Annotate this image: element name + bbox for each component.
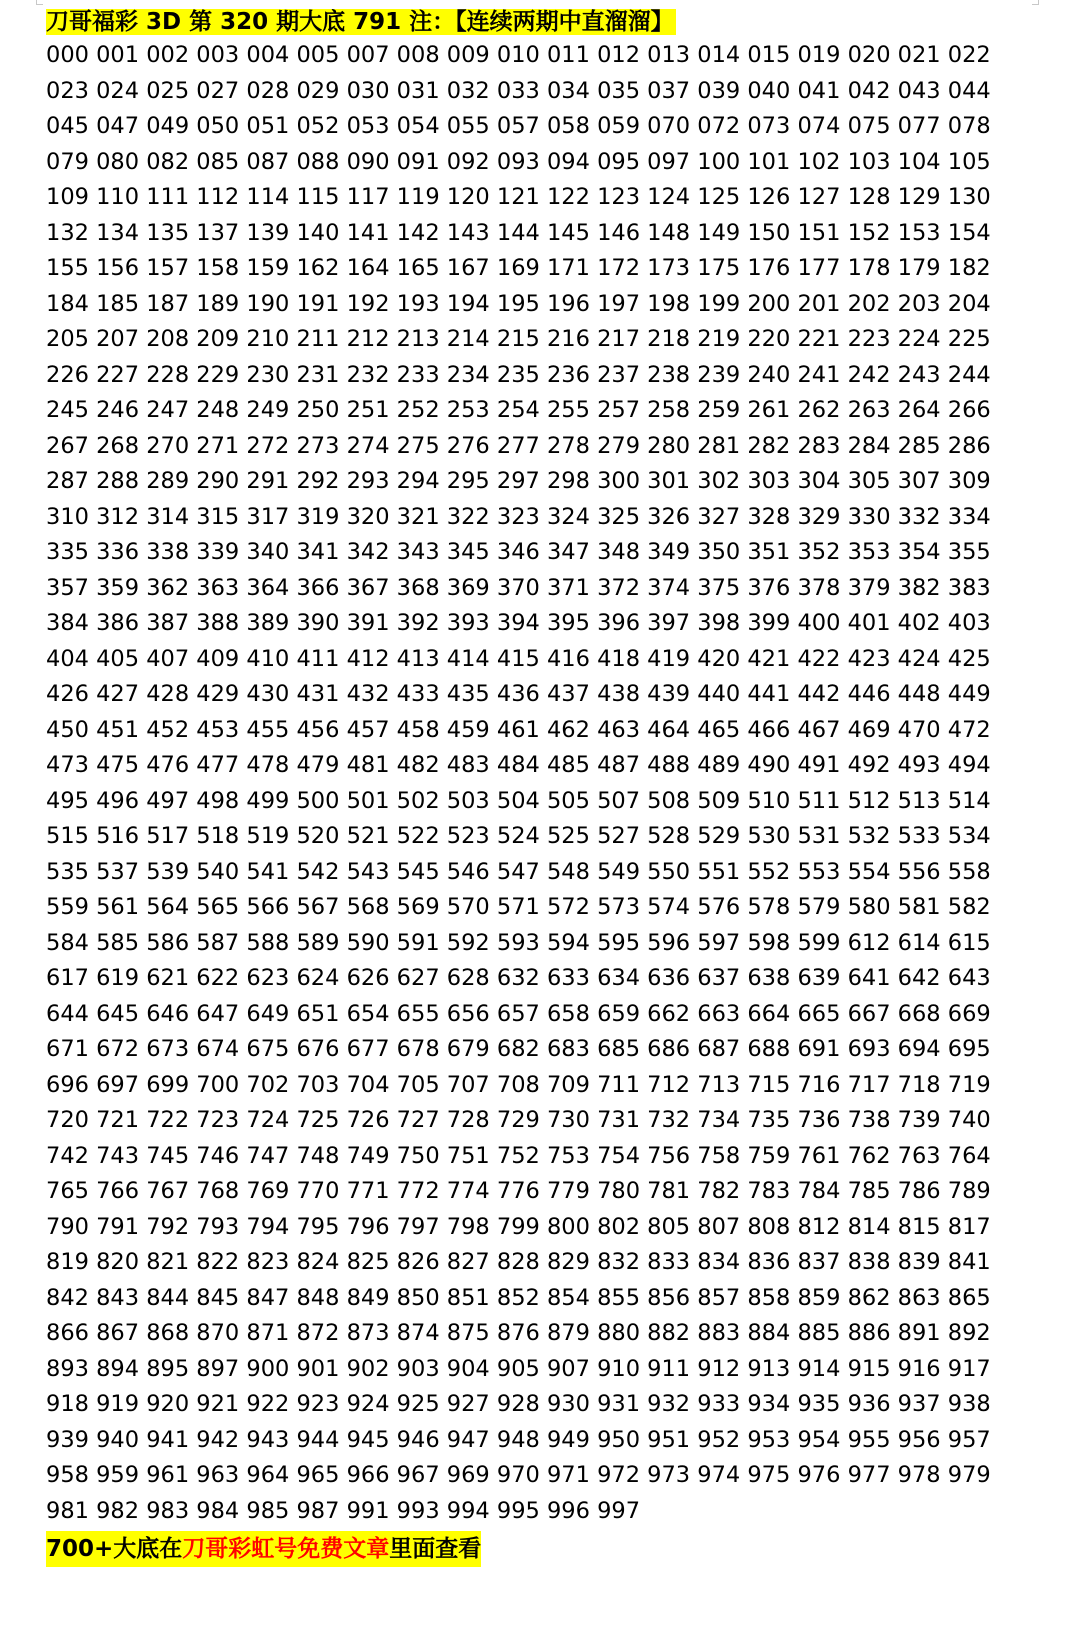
number-row: 357 359 362 363 364 366 367 368 369 370 371 372 374 375 376 378 379 382 383 [46,574,991,601]
number-row: 790 791 792 793 794 795 796 797 798 799 800 802 805 807 808 812 814 815 817 [46,1213,991,1240]
number-row: 384 386 387 388 389 390 391 392 393 394 395 396 397 398 399 400 401 402 403 [46,610,991,636]
number-row: 079 080 082 085 087 088 090 091 092 093 094 095 097 100 101 102 103 104 105 [46,148,991,175]
page-corner-mark-left [36,0,43,5]
number-row: 765 766 767 768 769 770 771 772 774 776 779 780 781 782 783 784 785 786 789 [46,1178,991,1204]
number-row: 155 156 157 158 159 162 164 165 167 169 171 172 173 175 176 177 178 179 182 [46,255,991,281]
footer-text-suffix: 里面查看 [389,1536,482,1562]
number-row: 644 645 646 647 649 651 654 655 656 657 658 659 662 663 664 665 667 668 669 [46,1000,991,1027]
number-row: 473 475 476 477 478 479 481 482 483 484 485 487 488 489 490 491 492 493 494 [46,752,991,778]
number-row: 245 246 247 248 249 250 251 252 253 254 255 257 258 259 261 262 263 264 266 [46,397,991,423]
number-row: 045 047 049 050 051 052 053 054 055 057 058 059 070 072 073 074 075 077 078 [46,113,991,139]
number-row: 335 336 338 339 340 341 342 343 345 346 347 348 349 350 351 352 353 354 355 [46,539,991,565]
number-row: 918 919 920 921 922 923 924 925 927 928 930 931 932 933 934 935 936 937 938 [46,1391,991,1417]
number-row: 226 227 228 229 230 231 232 233 234 235 236 237 238 239 240 241 242 243 244 [46,361,991,388]
number-row: 450 451 452 453 455 456 457 458 459 461 462 463 464 465 466 467 469 470 472 [46,716,991,743]
number-row: 720 721 722 723 724 725 726 727 728 729 730 731 732 734 735 736 738 739 740 [46,1107,991,1133]
number-row: 184 185 187 189 190 191 192 193 194 195 196 197 198 199 200 201 202 203 204 [46,290,991,317]
number-row: 696 697 699 700 702 703 704 705 707 708 709 711 712 713 715 716 717 718 719 [46,1071,991,1098]
number-row: 287 288 289 290 291 292 293 294 295 297 298 300 301 302 303 304 305 307 309 [46,468,991,494]
number-row: 671 672 673 674 675 676 677 678 679 682 683 685 686 687 688 691 693 694 695 [46,1036,991,1062]
number-row: 267 268 270 271 272 273 274 275 276 277 278 279 280 281 282 283 284 285 286 [46,432,991,459]
number-row: 000 001 002 003 004 005 007 008 009 010 011 012 013 014 015 019 020 021 022 [46,42,991,68]
number-row: 205 207 208 209 210 211 212 213 214 215 216 217 218 219 220 221 223 224 225 [46,326,991,352]
number-list [46,38,1046,1529]
footer-note [46,1531,481,1567]
number-row: 893 894 895 897 900 901 902 903 904 905 907 910 911 912 913 914 915 916 917 [46,1355,991,1382]
number-row: 958 959 961 963 964 965 966 967 969 970 971 972 973 974 975 976 977 978 979 [46,1462,991,1488]
footer-text-red: 刀哥彩虹号免费文章 [182,1536,390,1562]
number-row: 426 427 428 429 430 431 432 433 435 436 437 438 439 440 441 442 446 448 449 [46,681,991,707]
number-row: 404 405 407 409 410 411 412 413 414 415 416 418 419 420 421 422 423 424 425 [46,645,991,672]
number-row: 310 312 314 315 317 319 320 321 322 323 324 325 326 327 328 329 330 332 334 [46,503,991,530]
number-row: 559 561 564 565 566 567 568 569 570 571 572 573 574 576 578 579 580 581 582 [46,894,991,920]
number-row: 584 585 586 587 588 589 590 591 592 593 594 595 596 597 598 599 612 614 615 [46,929,991,956]
number-row: 109 110 111 112 114 115 117 119 120 121 122 123 124 125 126 127 128 129 130 [46,184,991,210]
number-row: 515 516 517 518 519 520 521 522 523 524 525 527 528 529 530 531 532 533 534 [46,823,991,849]
title-highlight: 刀哥福彩 3D 第 320 期大底 791 注：【连续两期中直溜溜】 [46,9,674,35]
document-title [46,6,676,38]
number-row: 132 134 135 137 139 140 141 142 143 144 145 146 148 149 150 151 152 153 154 [46,219,991,246]
number-row: 842 843 844 845 847 848 849 850 851 852 854 855 856 857 858 859 862 863 865 [46,1284,991,1311]
number-row: 023 024 025 027 028 029 030 031 032 033 034 035 037 039 040 041 042 043 044 [46,77,991,104]
number-row: 939 940 941 942 943 944 945 946 947 948 949 950 951 952 953 954 955 956 957 [46,1426,991,1453]
number-row: 742 743 745 746 747 748 749 750 751 752 753 754 756 758 759 761 762 763 764 [46,1142,991,1169]
number-row: 819 820 821 822 823 824 825 826 827 828 829 832 833 834 836 837 838 839 841 [46,1249,991,1275]
number-row: 866 867 868 870 871 872 873 874 875 876 879 880 882 883 884 885 886 891 892 [46,1320,991,1346]
number-row: 535 537 539 540 541 542 543 545 546 547 548 549 550 551 552 553 554 556 558 [46,858,991,885]
page-corner-mark-right [1032,0,1039,5]
number-row: 495 496 497 498 499 500 501 502 503 504 505 507 508 509 510 511 512 513 514 [46,787,991,814]
number-row: 981 982 983 984 985 987 991 993 994 995 996 997 [46,1497,641,1524]
number-row: 617 619 621 622 623 624 626 627 628 632 633 634 636 637 638 639 641 642 643 [46,965,991,991]
footer-text-prefix: 700+大底在 [46,1536,183,1562]
